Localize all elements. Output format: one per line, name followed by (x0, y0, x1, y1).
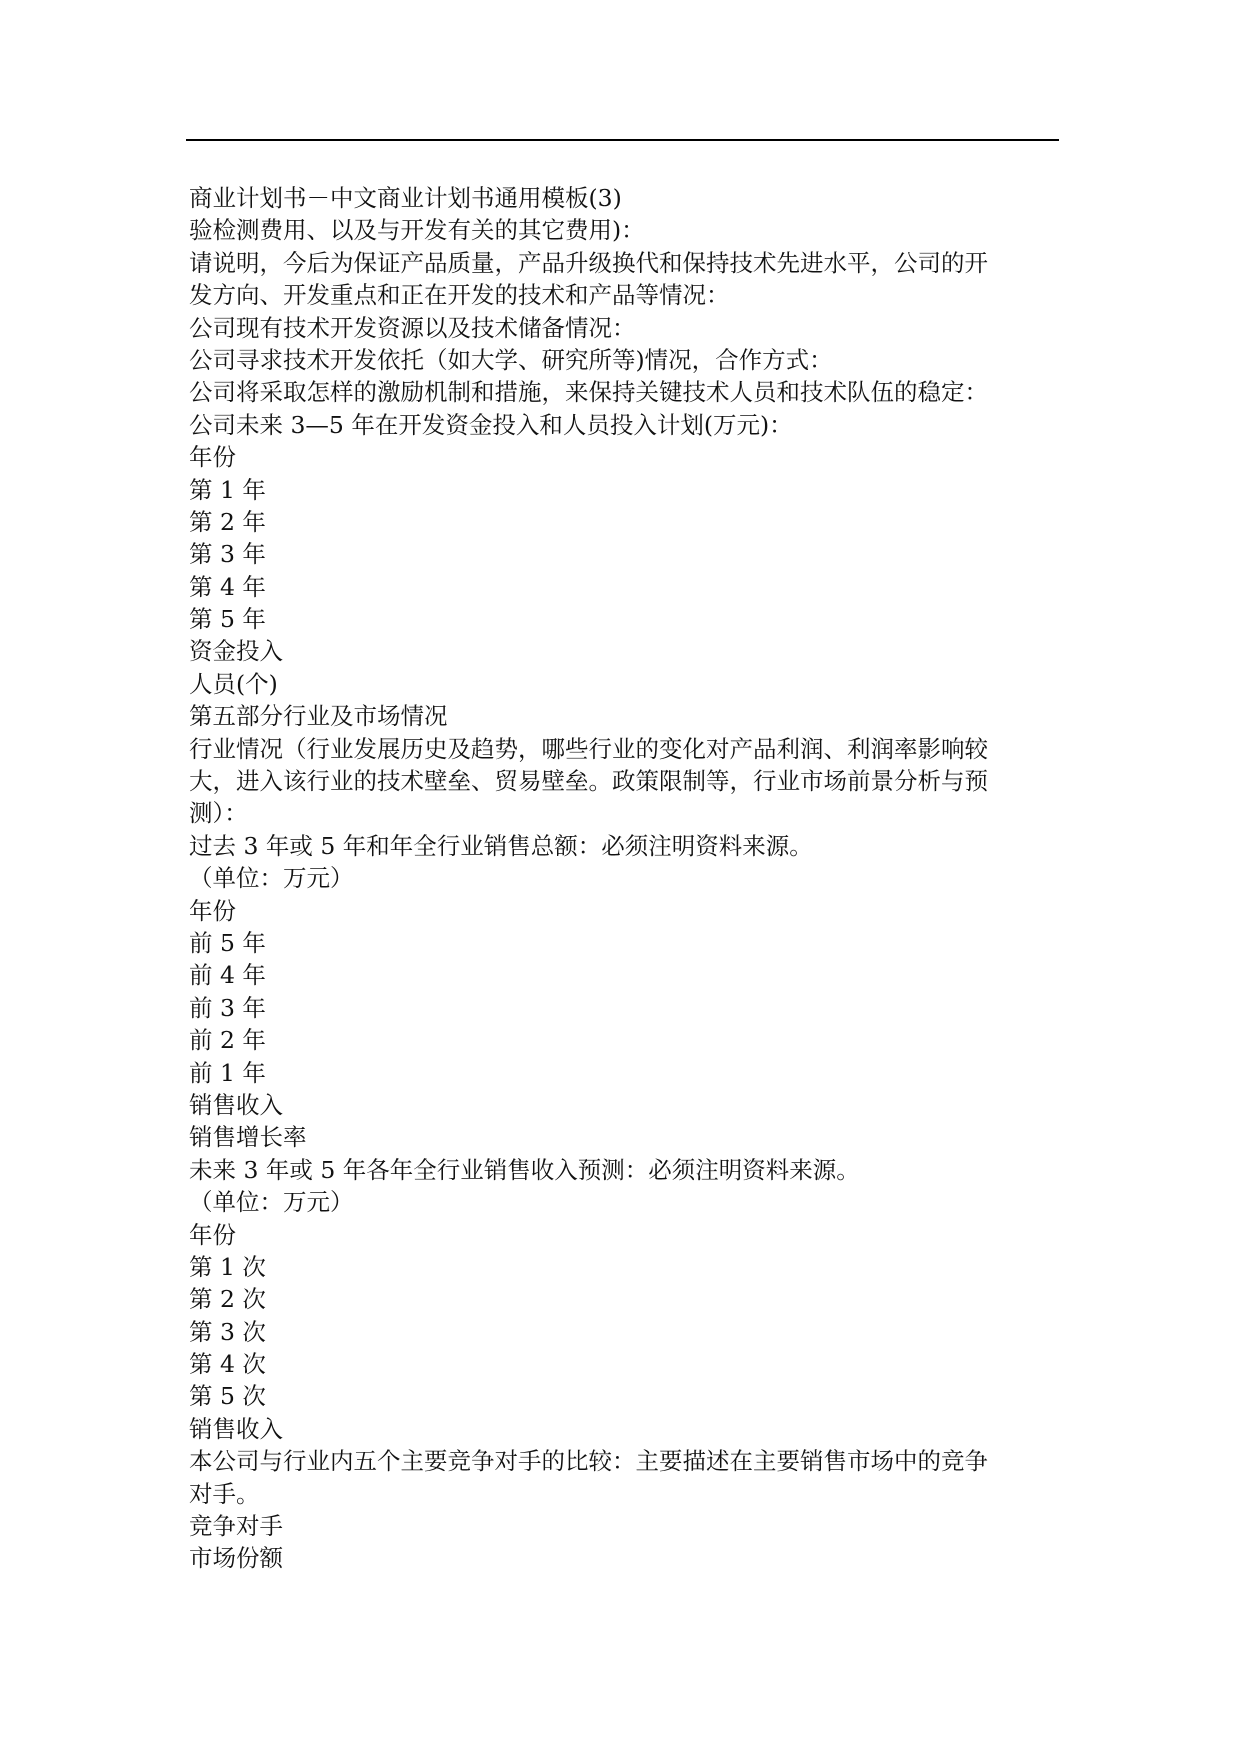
table-label: 年份 (189, 896, 236, 925)
table-label: 第 5 次 (189, 1382, 266, 1411)
table-label: 第 1 年 (189, 475, 266, 504)
table-label: 第 4 年 (189, 572, 266, 601)
table-label: 第 2 年 (189, 507, 266, 536)
table-label: 销售收入 (189, 1414, 283, 1443)
table-label: 前 2 年 (189, 1026, 266, 1055)
table-label: 资金投入 (189, 637, 283, 666)
table-label: 前 5 年 (189, 928, 266, 957)
table-label: 前 4 年 (189, 961, 266, 990)
table-label: 人员(个) (189, 669, 278, 698)
table-label: 前 3 年 (189, 993, 266, 1022)
unit-note: （单位：万元） (189, 1188, 354, 1217)
document-body (189, 182, 1059, 1575)
text-line: 未来 3 年或 5 年各年全行业销售收入预测：必须注明资料来源。 (189, 1155, 860, 1184)
text-line: 过去 3 年或 5 年和年全行业销售总额：必须注明资料来源。 (189, 831, 813, 860)
table-label: 市场份额 (189, 1544, 283, 1573)
table-label: 第 3 次 (189, 1317, 266, 1346)
text-line: 本公司与行业内五个主要竞争对手的比较：主要描述在主要销售市场中的竞争 (189, 1447, 988, 1476)
document-title: 商业计划书－中文商业计划书通用模板(3) (189, 184, 622, 212)
text-line: 公司将采取怎样的激励机制和措施，来保持关键技术人员和技术队伍的稳定： (189, 378, 988, 407)
text-line: 公司寻求技术开发依托（如大学、研究所等)情况，合作方式： (189, 345, 833, 374)
text-line: 请说明，今后为保证产品质量，产品升级换代和保持技术先进水平，公司的开 (189, 248, 988, 277)
text-line: 对手。 (189, 1479, 260, 1508)
header-rule (186, 139, 1059, 141)
text-line: 大，进入该行业的技术壁垒、贸易壁垒。政策限制等，行业市场前景分析与预 (189, 767, 988, 796)
table-label: 销售增长率 (189, 1123, 307, 1152)
table-label: 年份 (189, 1220, 236, 1249)
text-line: 测）： (189, 799, 248, 828)
table-label: 竞争对手 (189, 1512, 283, 1541)
table-label: 前 1 年 (189, 1058, 266, 1087)
text-line: 验检测费用、以及与开发有关的其它费用)： (189, 216, 645, 245)
text-line: 公司现有技术开发资源以及技术储备情况： (189, 313, 636, 342)
section-heading: 第五部分行业及市场情况 (189, 702, 448, 731)
text-line: 行业情况（行业发展历史及趋势，哪些行业的变化对产品利润、利润率影响较 (189, 734, 988, 763)
table-label: 第 4 次 (189, 1350, 266, 1379)
table-label: 销售收入 (189, 1090, 283, 1119)
text-line: 公司未来 3—5 年在开发资金投入和人员投入计划(万元)： (189, 410, 793, 439)
table-label: 第 5 年 (189, 605, 266, 634)
table-label: 年份 (189, 443, 236, 472)
unit-note: （单位：万元） (189, 864, 354, 893)
text-line: 发方向、开发重点和正在开发的技术和产品等情况： (189, 281, 730, 310)
table-label: 第 1 次 (189, 1252, 266, 1281)
table-label: 第 2 次 (189, 1285, 266, 1314)
table-label: 第 3 年 (189, 540, 266, 569)
